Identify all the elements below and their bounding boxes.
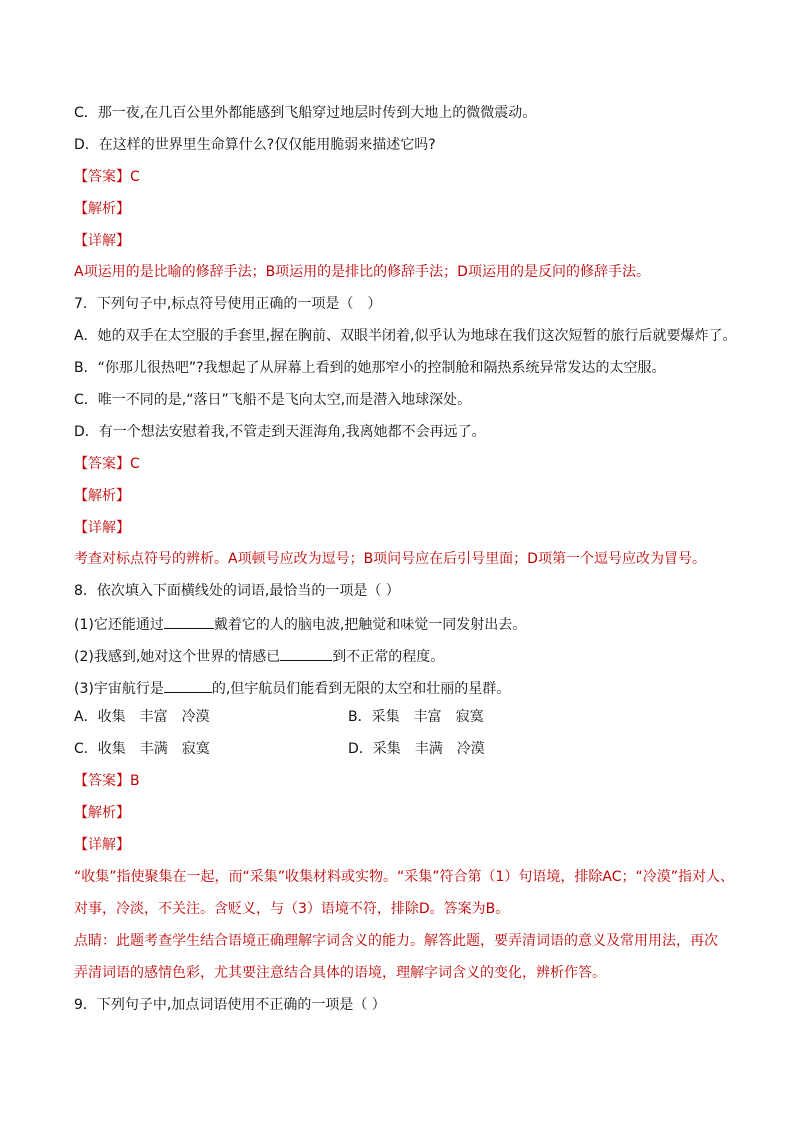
q6-option-c: C．那一夜,在几百公里外都能感到飞船穿过地层时传到大地上的微微震动。: [74, 105, 537, 121]
sentence-text: (1)它还能通过: [74, 617, 164, 633]
q6-explanation: A项运用的是比喻的修辞手法；B项运用的是排比的修辞手法；D项运用的是反问的修辞手法。: [74, 264, 650, 280]
answer-tag: 【答案】: [74, 169, 130, 185]
q7-option-d: D．有一个想法安慰着我,不管走到天涯海角,我离她都不会再远了。: [74, 424, 486, 440]
q8-option-c: C．收集 丰满 寂寞: [74, 741, 210, 757]
q7-option-c: C．唯一不同的是,“落日”飞船不是飞向太空,而是潜入地球深处。: [74, 392, 472, 408]
answer-value: B: [130, 773, 140, 789]
q8-note-line-2: 弄清词语的感情色彩，尤其要注意结合具体的语境，理解字词含义的变化，辨析作答。: [74, 965, 606, 981]
q8-sentence-1: [74, 614, 526, 634]
sentence-text: (2)我感到,她对这个世界的情感已: [74, 649, 281, 665]
answer-value: C: [130, 456, 140, 472]
q7-stem: 7．下列句子中,标点符号使用正确的一项是（ ）: [74, 296, 382, 312]
q8-analysis-heading: 【解析】: [74, 805, 130, 821]
q7-explanation: 考查对标点符号的辨析。A项顿号应改为逗号；B项问号应在后引号里面；D项第一个逗号应改为冒号。: [74, 551, 706, 567]
sentence-text: 的,但宇航员们能看到无限的太空和壮丽的星群。: [211, 681, 511, 697]
q8-sentence-3: [74, 678, 510, 698]
fill-blank-3: [164, 678, 212, 693]
answer-value: C: [130, 169, 140, 185]
q8-detail-heading: 【详解】: [74, 837, 130, 853]
sentence-text: 戴着它的人的脑电波,把触觉和味觉一同发射出去。: [213, 617, 527, 633]
q8-note-line-1: 点睛：此题考查学生结合语境正确理解字词含义的能力。解答此题，要弄清词语的意义及常用用法，再次: [74, 933, 718, 949]
q7-option-b: B．“你那儿很热吧”?我想起了从屏幕上看到的她那窄小的控制舱和隔热系统异常发达的太空服。: [74, 360, 666, 376]
fill-blank-2: [280, 646, 332, 661]
q8-option-b: B．采集 丰富 寂寞: [348, 709, 484, 725]
answer-tag: 【答案】: [74, 456, 130, 472]
sentence-text: (3)宇宙航行是: [74, 681, 164, 697]
q8-option-a: A．收集 丰富 冷漠: [74, 709, 210, 725]
q8-answer: [74, 772, 140, 790]
q9-stem: 9．下列句子中,加点词语使用不正确的一项是（ ）: [74, 997, 386, 1013]
q8-explanation-line-1: “收集”指使聚集在一起，而“采集”收集材料或实物。“采集”符合第（1）句语境，排除AC；“冷漠”指对人、: [74, 869, 735, 885]
q8-explanation-line-2: 对事，冷淡，不关注。含贬义，与（3）语境不符，排除D。答案为B。: [74, 901, 510, 917]
q7-detail-heading: 【详解】: [74, 520, 130, 536]
sentence-text: 到不正常的程度。: [332, 649, 445, 665]
q7-analysis-heading: 【解析】: [74, 488, 130, 504]
q6-analysis-heading: 【解析】: [74, 201, 130, 217]
q6-option-d: D．在这样的世界里生命算什么?仅仅能用脆弱来描述它吗?: [74, 137, 436, 153]
answer-tag: 【答案】: [74, 773, 130, 789]
fill-blank-1: [164, 614, 214, 629]
q8-option-d: D．采集 丰满 冷漠: [348, 741, 485, 757]
q7-answer: [74, 455, 140, 473]
q6-answer: [74, 168, 140, 186]
q8-sentence-2: [74, 646, 444, 666]
q7-option-a: A．她的双手在太空服的手套里,握在胸前、双眼半闭着,似乎认为地球在我们这次短暂的旅行后就要爆炸了。: [74, 328, 737, 344]
q8-stem: 8．依次填入下面横线处的词语,最恰当的一项是（ ）: [74, 583, 400, 599]
q6-detail-heading: 【详解】: [74, 233, 130, 249]
